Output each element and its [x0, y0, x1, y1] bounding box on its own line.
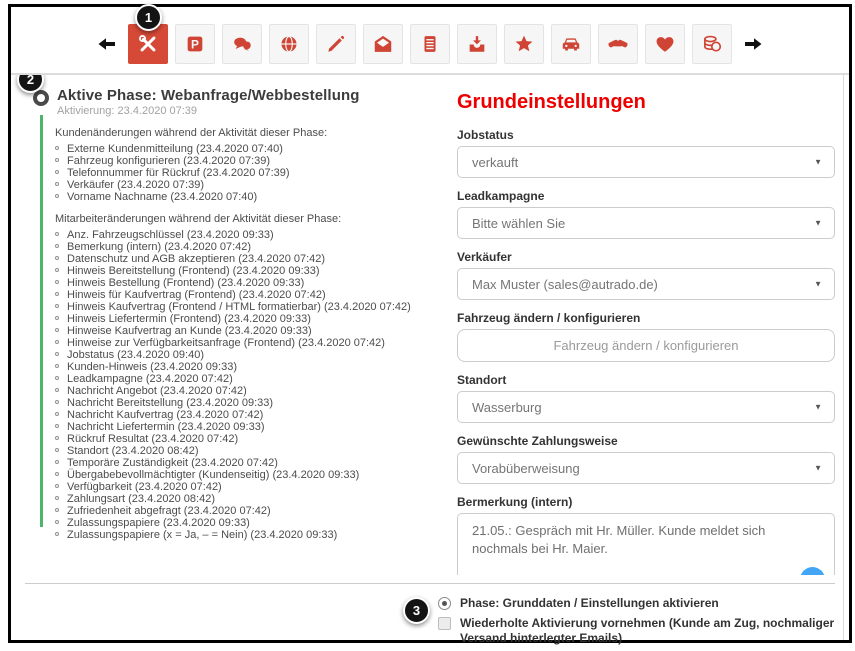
phase-actions	[403, 596, 849, 651]
mail-open-icon	[372, 33, 394, 55]
list-item: Zufriedenheit abgefragt (23.4.2020 07:42)	[55, 505, 431, 517]
bemerkung-label: Bermerkung (intern)	[457, 495, 835, 509]
bullet-icon	[55, 304, 59, 308]
toolbar-button-pencil[interactable]	[316, 24, 356, 64]
chevron-down-icon: ▼	[814, 280, 822, 289]
repeat-activation-checkbox[interactable]	[438, 617, 451, 630]
bullet-icon	[55, 376, 59, 380]
repeat-activation-option[interactable]: Wiederholte Aktivierung vornehmen (Kunde am Zug, nochmaliger Versand hinterlegter Emails)	[438, 616, 848, 646]
customer-changes-list	[55, 143, 431, 203]
list-item: Hinweis Liefertermin (Frontend) (23.4.2020 09:33)	[55, 313, 431, 325]
list-item: Verkäufer (23.4.2020 07:39)	[55, 179, 431, 191]
settings-panel	[431, 81, 835, 575]
toolbar-button-coins[interactable]	[692, 24, 732, 64]
list-item: Leadkampagne (23.4.2020 07:42)	[55, 373, 431, 385]
list-item: Zulassungspapiere (23.4.2020 09:33)	[55, 517, 431, 529]
heart-icon	[654, 33, 676, 55]
toolbar-button-inbox[interactable]	[457, 24, 497, 64]
toolbar-button-car[interactable]	[551, 24, 591, 64]
star-icon	[513, 33, 535, 55]
bullet-icon	[55, 182, 59, 186]
bullet-icon	[55, 244, 59, 248]
list-item: Anz. Fahrzeugschlüssel (23.4.2020 09:33)	[55, 229, 431, 241]
list-item: Bemerkung (intern) (23.4.2020 07:42)	[55, 241, 431, 253]
field-bemerkung	[457, 495, 835, 575]
bullet-icon	[55, 232, 59, 236]
chevron-down-icon: ▼	[814, 158, 822, 167]
bullet-icon	[55, 412, 59, 416]
annotation-step-3: 3	[403, 597, 430, 624]
toolbar-button-parking[interactable]	[175, 24, 215, 64]
phase-title: Aktive Phase: Webanfrage/Webbestellung	[57, 87, 360, 104]
list-item: Hinweis Kaufvertrag (Frontend / HTML formatierbar) (23.4.2020 07:42)	[55, 301, 431, 313]
bullet-icon	[55, 424, 59, 428]
chevron-down-icon: ▼	[814, 403, 822, 412]
standort-label: Standort	[457, 373, 835, 387]
list-item: Hinweis Bereitstellung (Frontend) (23.4.2020 09:33)	[55, 265, 431, 277]
bullet-icon	[55, 436, 59, 440]
list-item: Temporäre Zuständigkeit (23.4.2020 07:42)	[55, 457, 431, 469]
list-item: Nachricht Liefertermin (23.4.2020 09:33)	[55, 421, 431, 433]
field-leadkampagne	[457, 189, 835, 239]
list-item: Hinweis für Kaufvertrag (Frontend) (23.4.2020 07:42)	[55, 289, 431, 301]
leadkampagne-label: Leadkampagne	[457, 189, 835, 203]
list-item: Jobstatus (23.4.2020 09:40)	[55, 349, 431, 361]
list-item: Hinweis Bestellung (Frontend) (23.4.2020 09:33)	[55, 277, 431, 289]
list-item: Externe Kundenmitteilung (23.4.2020 07:40)	[55, 143, 431, 155]
app-window	[8, 4, 852, 643]
bullet-icon	[55, 484, 59, 488]
verkaeufer-select[interactable]: Max Muster (sales@autrado.de) ▼	[457, 268, 835, 300]
bullet-icon	[55, 364, 59, 368]
bullet-icon	[55, 460, 59, 464]
bullet-icon	[55, 340, 59, 344]
globe-icon	[278, 33, 300, 55]
customer-changes-heading: Kundenänderungen während der Aktivität dieser Phase:	[55, 127, 431, 139]
toolbar-button-mail-open[interactable]	[363, 24, 403, 64]
list-item: Zulassungspapiere (x = Ja, – = Nein) (23.4.2020 09:33)	[55, 529, 431, 541]
coins-icon	[701, 33, 723, 55]
inbox-icon	[466, 33, 488, 55]
chevron-down-icon: ▼	[814, 464, 822, 473]
fahrzeug-aendern-button[interactable]: Fahrzeug ändern / konfigurieren	[457, 329, 835, 362]
bullet-icon	[55, 520, 59, 524]
field-verkaeufer	[457, 250, 835, 300]
active-phase-radio[interactable]	[33, 90, 49, 106]
list-item: Nachricht Angebot (23.4.2020 07:42)	[55, 385, 431, 397]
document-icon	[419, 33, 441, 55]
list-item: Datenschutz und AGB akzeptieren (23.4.2020 07:42)	[55, 253, 431, 265]
bullet-icon	[55, 292, 59, 296]
settings-title: Grundeinstellungen	[457, 91, 835, 114]
list-item: Standort (23.4.2020 08:42)	[55, 445, 431, 457]
zahlungsweise-label: Gewünschte Zahlungsweise	[457, 434, 835, 448]
pencil-icon	[325, 33, 347, 55]
bullet-icon	[55, 316, 59, 320]
arrow-left-icon	[99, 38, 116, 50]
toolbar-button-chat[interactable]	[222, 24, 262, 64]
field-fahrzeug-aendern	[457, 311, 835, 362]
list-item: Fahrzeug konfigurieren (23.4.2020 07:39)	[55, 155, 431, 167]
toolbar-button-document[interactable]	[410, 24, 450, 64]
field-standort	[457, 373, 835, 423]
list-item: Vorname Nachname (23.4.2020 07:40)	[55, 191, 431, 203]
list-item: Hinweise zur Verfügbarkeitsanfrage (Frontend) (23.4.2020 07:42)	[55, 337, 431, 349]
list-item: Hinweise Kaufvertrag an Kunde (23.4.2020 09:33)	[55, 325, 431, 337]
field-zahlungsweise	[457, 434, 835, 484]
zahlungsweise-select[interactable]: Vorabüberweisung ▼	[457, 452, 835, 484]
bullet-icon	[55, 194, 59, 198]
bullet-icon	[55, 158, 59, 162]
bullet-icon	[55, 400, 59, 404]
toolbar-button-star[interactable]	[504, 24, 544, 64]
toolbar-button-heart[interactable]	[645, 24, 685, 64]
toolbar-next-button[interactable]	[739, 37, 769, 51]
annotation-step-2: 2	[17, 75, 44, 93]
standort-select[interactable]: Wasserburg ▼	[457, 391, 835, 423]
activate-phase-radio[interactable]	[438, 597, 451, 610]
verkaeufer-label: Verkäufer	[457, 250, 835, 264]
tools-icon	[137, 33, 159, 55]
list-item: Nachricht Bereitstellung (23.4.2020 09:33)	[55, 397, 431, 409]
bullet-icon	[55, 328, 59, 332]
footer-divider	[25, 583, 835, 584]
parking-icon	[184, 33, 206, 55]
field-jobstatus	[457, 128, 835, 178]
annotation-step-1: 1	[135, 4, 162, 31]
bullet-icon	[55, 170, 59, 174]
bullet-icon	[55, 388, 59, 392]
activate-phase-option[interactable]: Phase: Grunddaten / Einstellungen aktivieren	[438, 596, 848, 611]
staff-changes-heading: Mitarbeiteränderungen während der Aktivität dieser Phase:	[55, 213, 431, 225]
list-item: Rückruf Resultat (23.4.2020 07:42)	[55, 433, 431, 445]
bullet-icon	[55, 280, 59, 284]
staff-changes-list	[55, 229, 431, 541]
phase-timeline-line	[40, 115, 43, 527]
car-icon	[560, 33, 582, 55]
list-item: Telefonnummer für Rückruf (23.4.2020 07:39)	[55, 167, 431, 179]
list-item: Zahlungsart (23.4.2020 08:42)	[55, 493, 431, 505]
bullet-icon	[55, 496, 59, 500]
toolbar-button-handshake[interactable]	[598, 24, 638, 64]
list-item: Nachricht Kaufvertrag (23.4.2020 07:42)	[55, 409, 431, 421]
check-icon	[806, 573, 819, 575]
bullet-icon	[55, 448, 59, 452]
list-item: Kunden-Hinweis (23.4.2020 09:33)	[55, 361, 431, 373]
leadkampagne-select[interactable]: Bitte wählen Sie ▼	[457, 207, 835, 239]
phase-activation-timestamp: Aktivierung: 23.4.2020 07:39	[57, 105, 360, 117]
chat-icon	[231, 33, 253, 55]
bullet-icon	[55, 268, 59, 272]
svg-text:P: P	[191, 37, 199, 51]
toolbar-button-globe[interactable]	[269, 24, 309, 64]
bullet-icon	[55, 352, 59, 356]
bullet-icon	[55, 146, 59, 150]
arrow-right-icon	[745, 38, 762, 50]
list-item: Übergabebevollmächtigter (Kundenseitig) (23.4.2020 09:33)	[55, 469, 431, 481]
phase-history-panel	[29, 81, 431, 575]
handshake-icon	[607, 33, 629, 55]
bullet-icon	[55, 256, 59, 260]
fahrzeug-aendern-label: Fahrzeug ändern / konfigurieren	[457, 311, 835, 325]
bullet-icon	[55, 472, 59, 476]
chevron-down-icon: ▼	[814, 219, 822, 228]
jobstatus-label: Jobstatus	[457, 128, 835, 142]
toolbar-prev-button[interactable]	[91, 37, 121, 51]
jobstatus-select[interactable]: verkauft ▼	[457, 146, 835, 178]
bullet-icon	[55, 532, 59, 536]
bemerkung-textarea[interactable]	[457, 513, 835, 575]
list-item: Verfügbarkeit (23.4.2020 07:42)	[55, 481, 431, 493]
bullet-icon	[55, 508, 59, 512]
